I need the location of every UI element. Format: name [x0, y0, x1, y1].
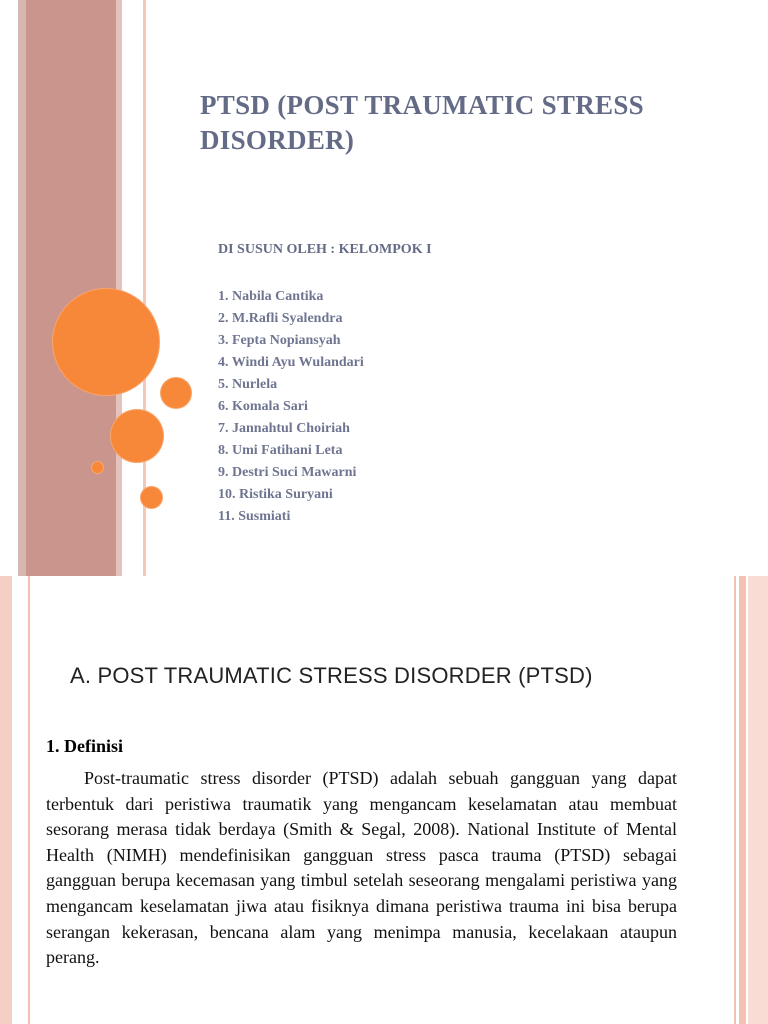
decorative-circle: [52, 288, 160, 396]
decorative-circle: [110, 409, 164, 463]
list-item: 6. Komala Sari: [218, 399, 308, 414]
list-item: 11. Susmiati: [218, 509, 291, 524]
list-item: 9. Destri Suci Mawarni: [218, 465, 357, 480]
list-item: 2. M.Rafli Syalendra: [218, 311, 343, 326]
decorative-line: [734, 576, 736, 1024]
slide-definition: [0, 576, 768, 1024]
list-item: 3. Fepta Nopiansyah: [218, 333, 341, 348]
decorative-strip: [18, 0, 26, 576]
slide-title-text: PTSD (POST TRAUMATIC STRESS DISORDER): [200, 90, 644, 155]
list-item: 8. Umi Fatihani Leta: [218, 443, 343, 458]
decorative-circle: [160, 377, 192, 409]
list-item: 5. Nurlela: [218, 377, 278, 392]
decorative-strip: [748, 576, 768, 1024]
definition-paragraph: Post-traumatic stress disorder (PTSD) adalah sebuah gangguan yang dapat terbentuk dari peristiwa traumatik yang mengancam keselamatan atau membuat sesorang merasa tidak berdaya (Smith & Segal, 2008). National Institute of Mental Health (NIMH) mendefinisikan gangguan stress pasca trauma (PTSD) sebagai gangguan berupa kecemasan yang timbul setelah seseorang mengalami peristiwa yang mengancam keselamatan jiwa atau fisiknya dimana peristiwa trauma ini bisa berupa serangan kekerasan, bencana alam yang menimpa manusia, kecelakaan ataupun perang.: [46, 768, 677, 968]
decorative-strip: [739, 576, 746, 1024]
decorative-strip: [0, 576, 12, 1024]
list-item: 10. Ristika Suryani: [218, 487, 333, 502]
list-item: 4. Windi Ayu Wulandari: [218, 355, 364, 370]
decorative-circle: [140, 486, 163, 509]
section-heading: A. POST TRAUMATIC STRESS DISORDER (PTSD): [70, 663, 593, 688]
list-item: 1. Nabila Cantika: [218, 289, 324, 304]
subsection-title: 1. Definisi: [46, 736, 124, 756]
decorative-circle: [91, 461, 104, 474]
decorative-line: [28, 576, 30, 1024]
slide-subtitle: DI SUSUN OLEH : KELOMPOK I: [218, 242, 432, 257]
decorative-strip: [116, 0, 122, 576]
list-item: 7. Jannahtul Choiriah: [218, 421, 350, 436]
member-list: [218, 286, 364, 528]
